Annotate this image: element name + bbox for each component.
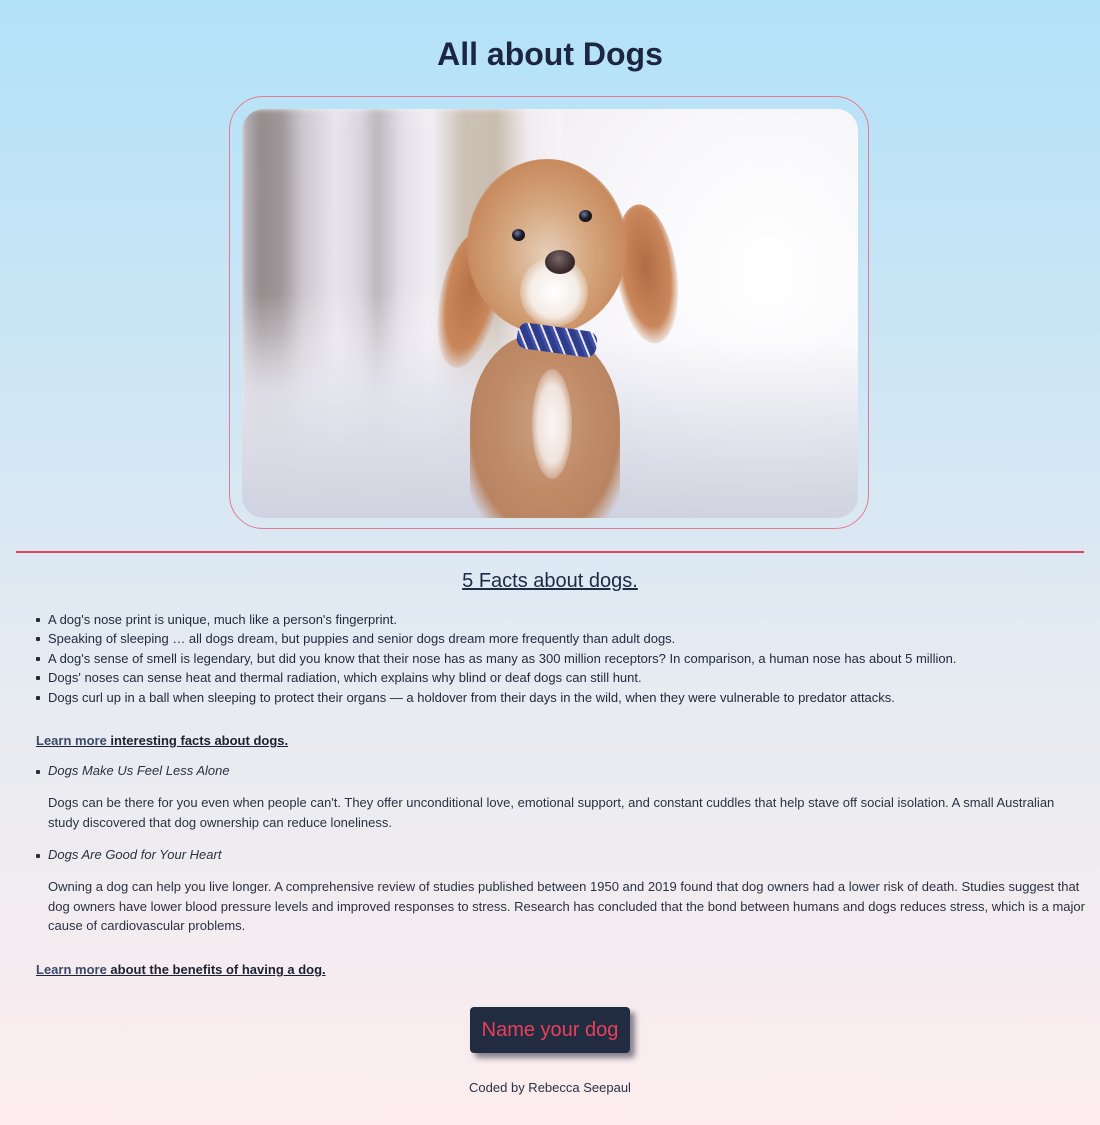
learn-more-rest[interactable]: about the benefits of having a dog. bbox=[106, 962, 326, 977]
dog-eye-right bbox=[579, 210, 592, 222]
page-title: All about Dogs bbox=[437, 36, 663, 72]
dog-nose bbox=[545, 250, 575, 274]
learn-more-label[interactable]: Learn more bbox=[36, 733, 107, 748]
dog-figure bbox=[242, 109, 858, 518]
fact-item: A dog's nose print is unique, much like a person's fingerprint. bbox=[36, 610, 1086, 629]
benefit-title: Dogs Are Good for Your Heart bbox=[36, 847, 221, 862]
fact-item: A dog's sense of smell is legendary, but did you know that their nose has as many as 300 million receptors? In comparison, a human nose has about 5 million. bbox=[36, 649, 1086, 668]
fact-item: Dogs' noses can sense heat and thermal radiation, which explains why blind or deaf dogs can still hunt. bbox=[36, 668, 1086, 687]
learn-more-rest[interactable]: interesting facts about dogs. bbox=[106, 733, 289, 748]
facts-heading: 5 Facts about dogs. bbox=[462, 570, 638, 592]
learn-more-label[interactable]: Learn more bbox=[36, 962, 107, 977]
facts-list bbox=[36, 610, 1086, 707]
benefit-title: Dogs Make Us Feel Less Alone bbox=[36, 763, 230, 778]
footer-credit: Coded by Rebecca Seepaul bbox=[469, 1080, 631, 1095]
fact-item: Dogs curl up in a ball when sleeping to protect their organs — a holdover from their days in the wild, when they were vulnerable to predator attacks. bbox=[36, 688, 1086, 707]
benefit-text: Dogs can be there for you even when people can't. They offer unconditional love, emotional support, and constant cuddles that help stave off social isolation. A small Australian study discovered that dog ownership can reduce loneliness. bbox=[48, 795, 1055, 830]
benefit-text: Owning a dog can help you live longer. A comprehensive review of studies published between 1950 and 2019 found that dog owners had a lower risk of death. Studies suggest that dog owners have lower blood pressure levels and improved responses to stress. Research has concluded that the bond between humans and dogs reduces stress, which is a major cause of cardiovascular problems. bbox=[48, 879, 1085, 934]
dog-chest bbox=[532, 369, 572, 479]
dog-photo bbox=[242, 109, 858, 518]
section-divider bbox=[16, 551, 1084, 553]
name-your-dog-button[interactable]: Name your dog bbox=[470, 1007, 630, 1053]
learn-more-benefits-link[interactable] bbox=[36, 962, 326, 977]
fact-item: Speaking of sleeping … all dogs dream, but puppies and senior dogs dream more frequently than adult dogs. bbox=[36, 629, 1086, 648]
dog-eye-left bbox=[512, 229, 525, 241]
learn-more-facts-link[interactable] bbox=[36, 733, 288, 748]
